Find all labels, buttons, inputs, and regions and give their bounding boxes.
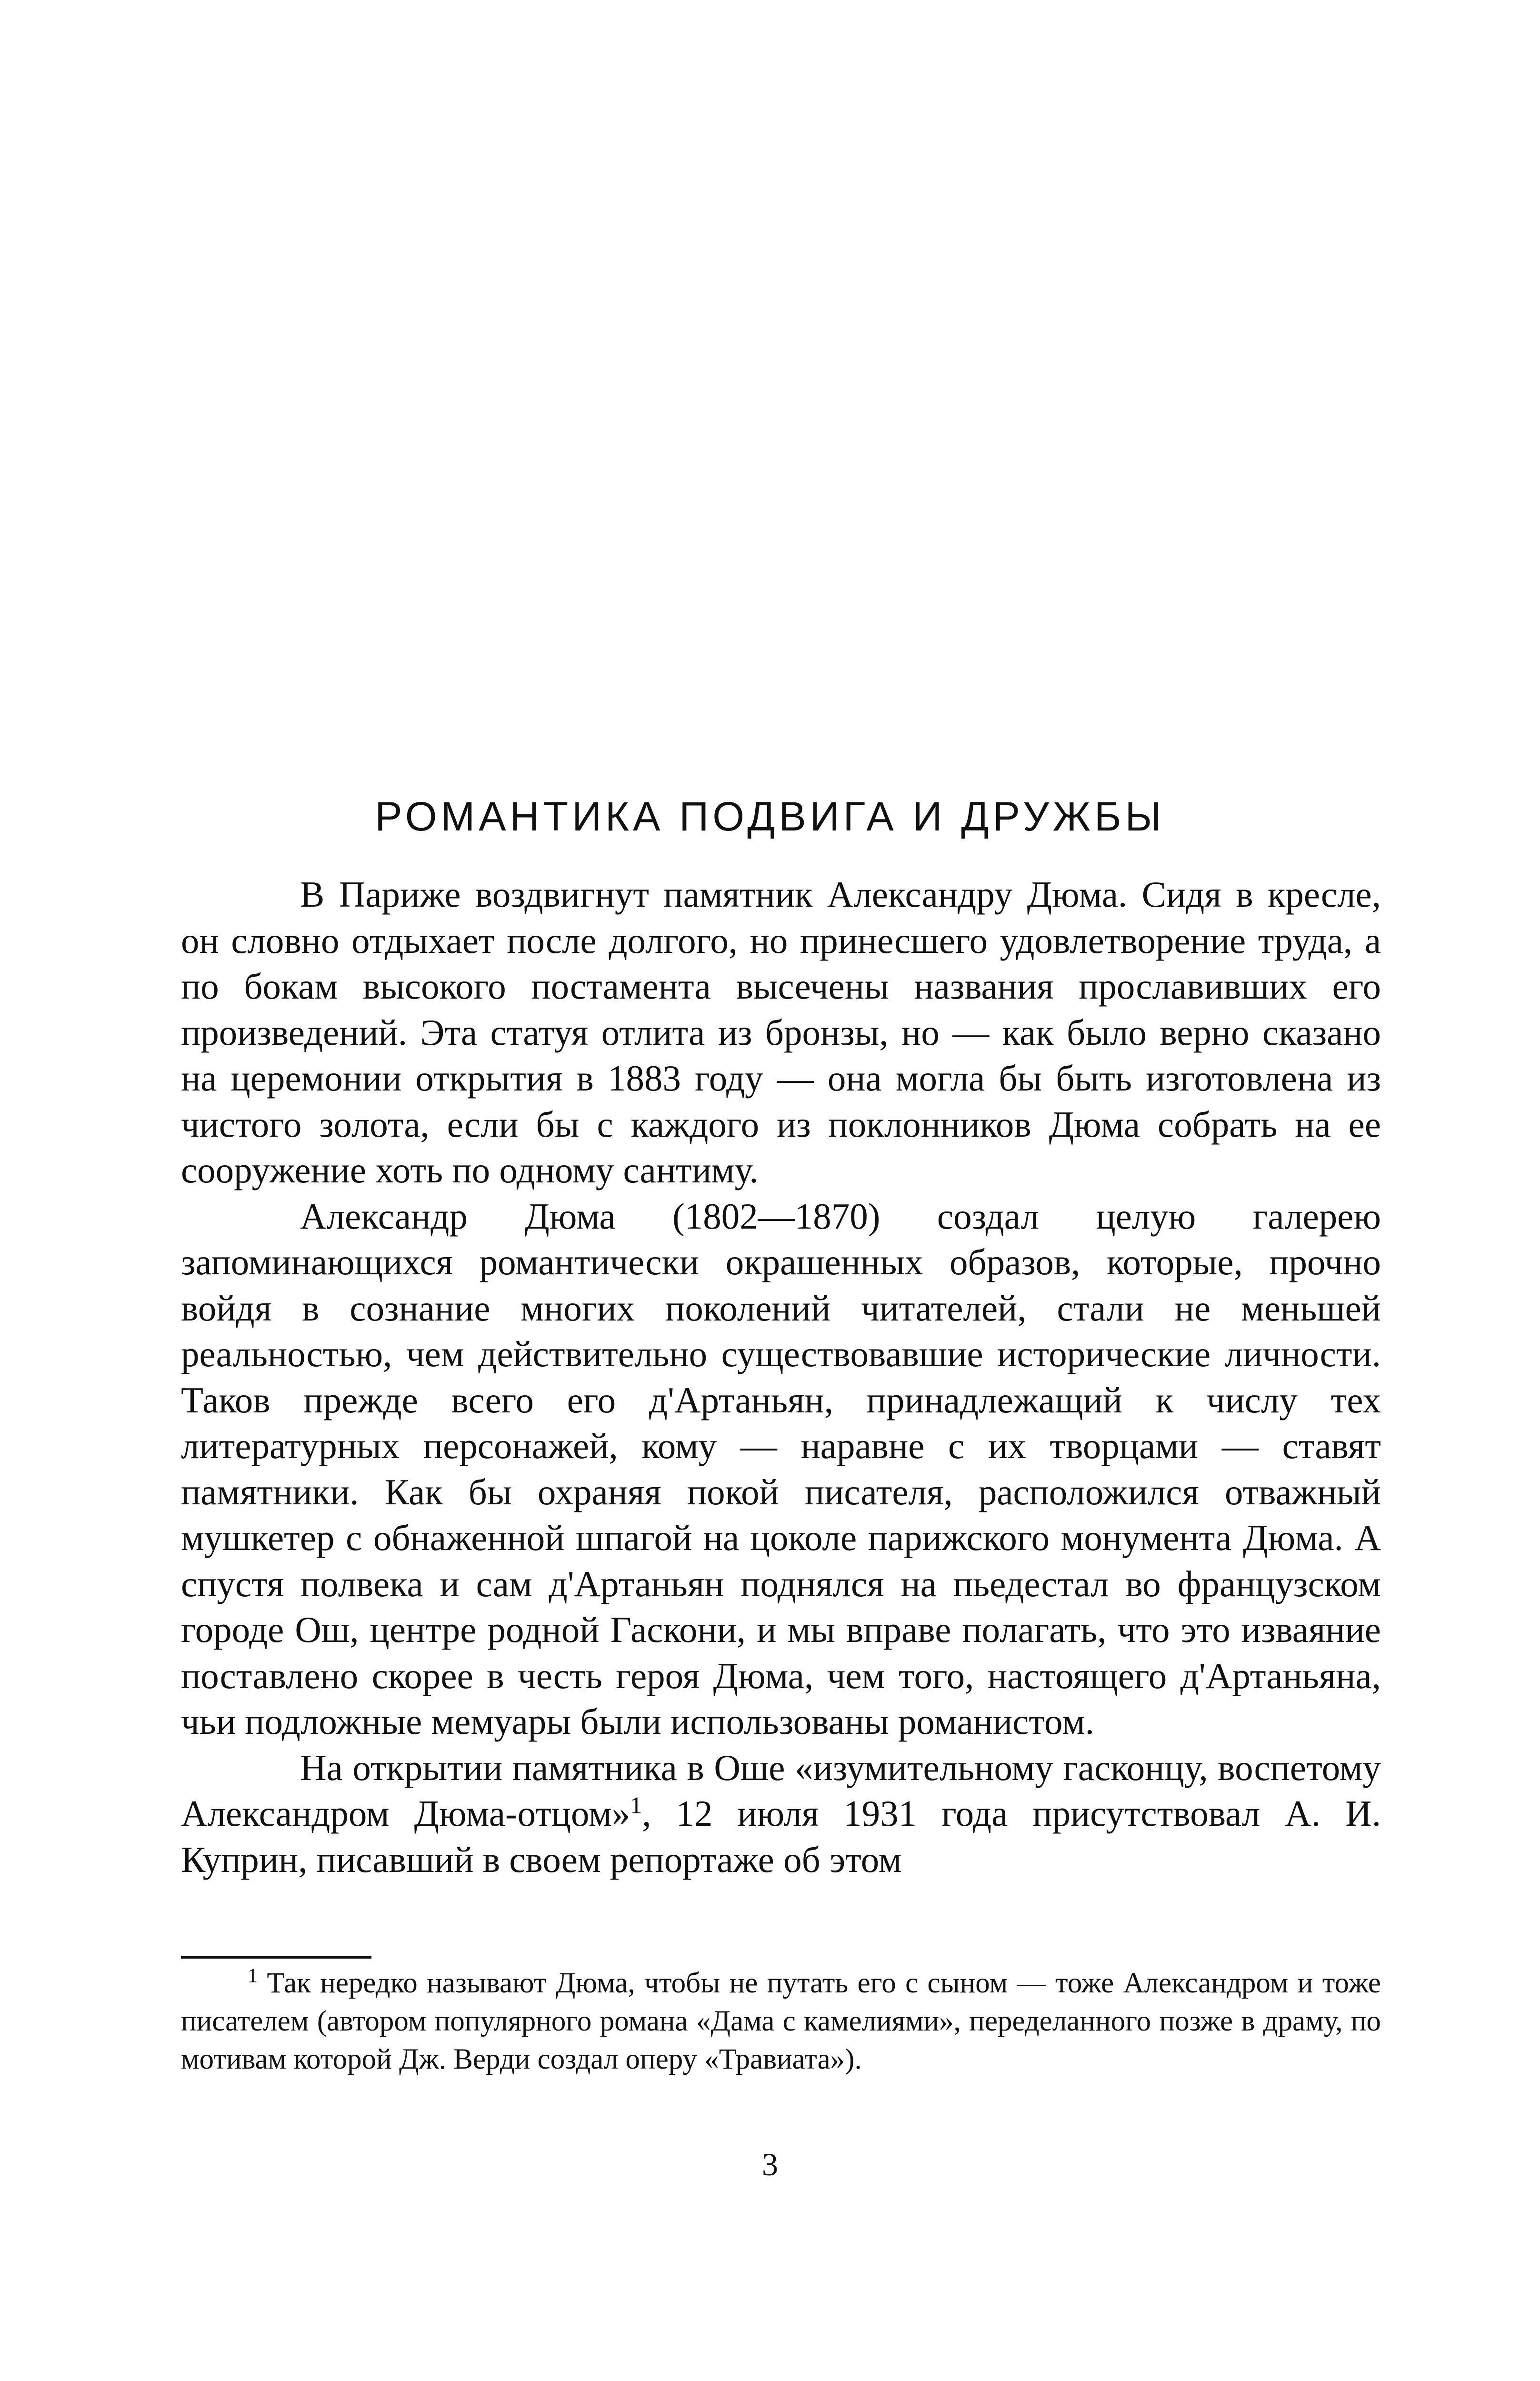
footnote xyxy=(181,1964,1381,2079)
paragraph-3 xyxy=(181,1745,1381,1883)
paragraph-1: В Париже воздвигнут памятник Александру Дюма. Сидя в кресле, он словно отдыхает после долгого, но принесшего удовлетворение труда, а по бокам высокого постамента высечены названия прославивших его произведений. Эта статуя отлита из бронзы, но — как было верно сказано на церемонии открытия в 1883 году — она могла бы быть изготовлена из чистого золота, если бы с каждого из поклонников Дюма собрать на ее сооружение хоть по одному сантиму. xyxy=(181,874,1381,1190)
chapter-title: РОМАНТИКА ПОДВИГА И ДРУЖБЫ xyxy=(375,794,1165,840)
chapter-body xyxy=(181,871,1381,1882)
paragraph-3-start: На открытии памятника в Оше «изумительному гасконцу, воспетому Александром Дюма-отцом» xyxy=(181,1747,1381,1834)
footnote-mark: 1 xyxy=(248,1965,258,1987)
footnote-text: Так нередко называют Дюма, чтобы не путать его с сыном — тоже Александром и тоже писателем (автором популярного романа «Дама с камелиями», переделанного позже в драму, по мотивам которой Дж. Верди создал оперу «Травиата»). xyxy=(181,1967,1381,2075)
footnote-reference: 1 xyxy=(630,1791,642,1819)
paragraph-3-end: , 12 июля 1931 года присутствовал А. И. Куприн, писавший в своем репортаже об этом xyxy=(181,1793,1381,1880)
paragraph-2: Александр Дюма (1802—1870) создал целую галерею запоминающихся романтически окрашенных образов, которые, прочно войдя в сознание многих поколений читателей, стали не меньшей реальностью, чем действительно существовавшие исторические личности. Таков прежде всего его д'Артаньян, принадлежащий к числу тех литературных персонажей, кому — наравне с их творцами — ставят памятники. Как бы охраняя покой писателя, расположился отважный мушкетер с обнаженной шпагой на цоколе парижского монумента Дюма. А спустя полвека и сам д'Артаньян поднялся на пьедестал во французском городе Ош, центре родной Гаскони, и мы вправе полагать, что это изваяние поставлено скорее в честь героя Дюма, чем того, настоящего д'Артаньяна, чьи подложные мемуары были использованы романистом. xyxy=(181,1195,1381,1742)
footnote-divider xyxy=(181,1956,371,1959)
page-number: 3 xyxy=(762,2146,778,2182)
